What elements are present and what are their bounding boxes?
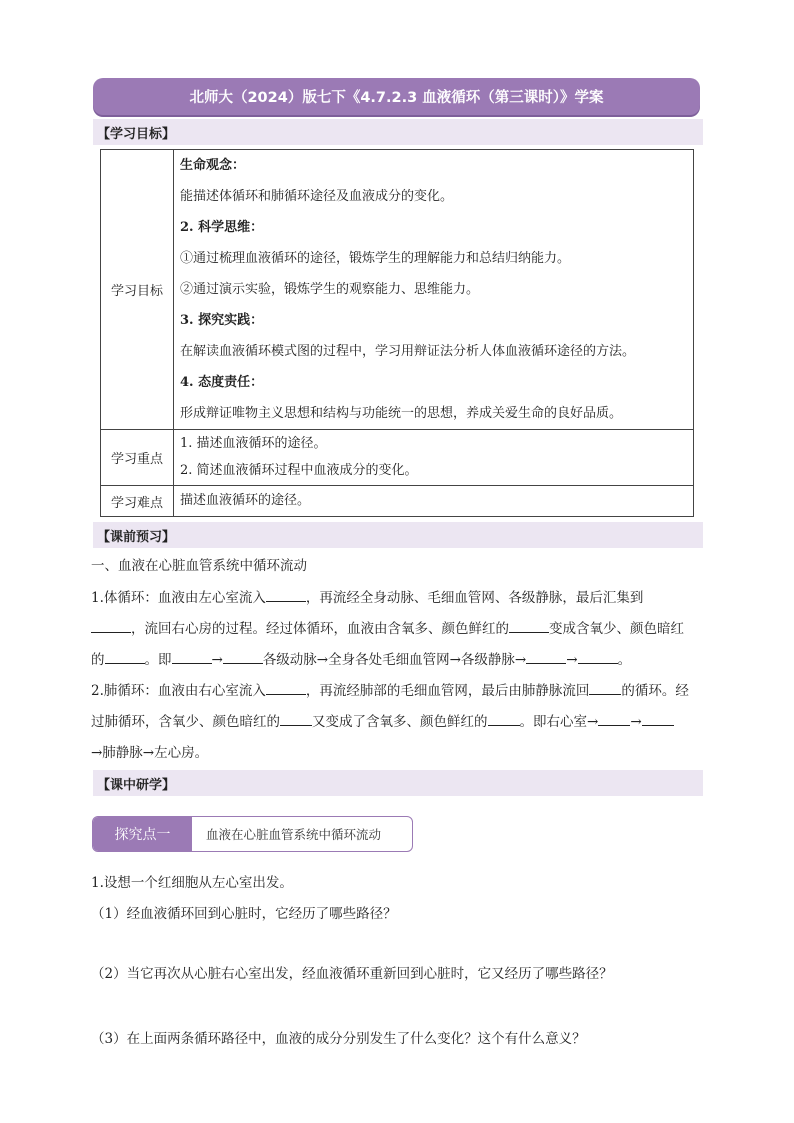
text: 各级动脉→全身各处毛细血管网→各级静脉→: [262, 652, 527, 668]
text: →肺静脉→左心房。: [91, 745, 209, 761]
goals-line: 生命观念：: [180, 158, 246, 173]
text: 。: [617, 652, 632, 668]
question-3: （3）在上面两条循环路径中，血液的成分分别发生了什么变化？这个有什么意义？: [91, 1031, 586, 1047]
section-goals: 【学习目标】: [93, 119, 703, 145]
fill-blank[interactable]: [589, 680, 621, 695]
preview-paragraph-2: [91, 676, 706, 769]
fill-blank[interactable]: [642, 711, 674, 726]
key-label: 学习重点: [101, 430, 174, 486]
goals-line: 能描述体循环和肺循环途径及血液成分的变化。: [180, 189, 454, 204]
fill-blank[interactable]: [578, 649, 618, 664]
key-content: [174, 430, 694, 486]
key-line: 1. 描述血液循环的途径。: [180, 436, 327, 451]
fill-blank[interactable]: [598, 711, 630, 726]
fill-blank[interactable]: [91, 618, 131, 633]
text: 2.肺循环：血液由右心室流入: [91, 683, 266, 699]
section-preview: 【课前预习】: [93, 522, 703, 548]
text: 的循环。经: [621, 683, 689, 699]
section-study: 【课中研学】: [93, 770, 703, 796]
goals-row: [101, 150, 694, 430]
explore-point-box: [92, 816, 413, 852]
goals-label: 学习目标: [101, 150, 174, 430]
key-line: 2. 简述血液循环过程中血液成分的变化。: [180, 463, 418, 478]
goals-line: 在解读血液循环模式图的过程中，学习用辩证法分析人体血液循环途径的方法。: [180, 344, 636, 359]
goals-line: ①通过梳理血液循环的途径，锻炼学生的理解能力和总结归纳能力。: [180, 251, 571, 266]
goals-line: ②通过演示实验，锻炼学生的观察能力、思维能力。: [180, 282, 480, 297]
difficulty-content: [174, 486, 694, 517]
preview-heading: 一、血液在心脏血管系统中循环流动: [91, 558, 307, 574]
question-2: （2）当它再次从心脏右心室出发，经血液循环重新回到心脏时，它又经历了哪些路径？: [91, 966, 613, 982]
text: 又变成了含氧多、颜色鲜红的: [312, 714, 488, 730]
question-intro: 1.设想一个红细胞从左心室出发。: [91, 875, 293, 891]
text: 。即右心室→: [519, 714, 599, 730]
explore-tag: 探究点一: [93, 817, 192, 851]
text: ，再流经肺部的毛细血管网，最后由肺静脉流回: [305, 683, 590, 699]
text: ，流回右心房的过程。经过体循环，血液由含氧多、颜色鲜红的: [131, 621, 509, 637]
goals-line: 2. 科学思维：: [180, 220, 264, 235]
fill-blank[interactable]: [488, 711, 520, 726]
text: 。即: [144, 652, 172, 668]
fill-blank[interactable]: [172, 649, 212, 664]
text: 1.体循环：血液由左心室流入: [91, 590, 266, 606]
text: 的: [91, 652, 105, 668]
difficulty-row: [101, 486, 694, 517]
goals-line: 形成辩证唯物主义思想和结构与功能统一的思想，养成关爱生命的良好品质。: [180, 406, 623, 421]
goals-table: [100, 149, 694, 517]
fill-blank[interactable]: [266, 680, 306, 695]
page-title: 北师大（2024）版七下《4.7.2.3 血液循环（第三课时）》学案: [93, 78, 700, 115]
key-row: [101, 430, 694, 486]
fill-blank[interactable]: [223, 649, 263, 664]
text: ，再流经全身动脉、毛细血管网、各级静脉，最后汇集到: [305, 590, 644, 606]
text: 过肺循环，含氧少、颜色暗红的: [91, 714, 280, 730]
goals-content: [174, 150, 694, 430]
difficulty-label: 学习难点: [101, 486, 174, 517]
arrow: →: [630, 714, 642, 730]
fill-blank[interactable]: [509, 618, 549, 633]
goals-line: 3. 探究实践：: [180, 313, 264, 328]
fill-blank[interactable]: [280, 711, 312, 726]
fill-blank[interactable]: [266, 587, 306, 602]
arrow: →: [211, 652, 223, 668]
text: 变成含氧少、颜色暗红: [549, 621, 684, 637]
goals-line: 4. 态度责任：: [180, 375, 264, 390]
preview-paragraph-1: [91, 583, 706, 676]
question-1: （1）经血液循环回到心脏时，它经历了哪些路径？: [91, 906, 397, 922]
fill-blank[interactable]: [526, 649, 566, 664]
explore-topic: 血液在心脏血管系统中循环流动: [206, 827, 382, 842]
arrow: →: [566, 652, 578, 668]
fill-blank[interactable]: [105, 649, 145, 664]
difficulty-text: 描述血液循环的途径。: [180, 493, 311, 508]
